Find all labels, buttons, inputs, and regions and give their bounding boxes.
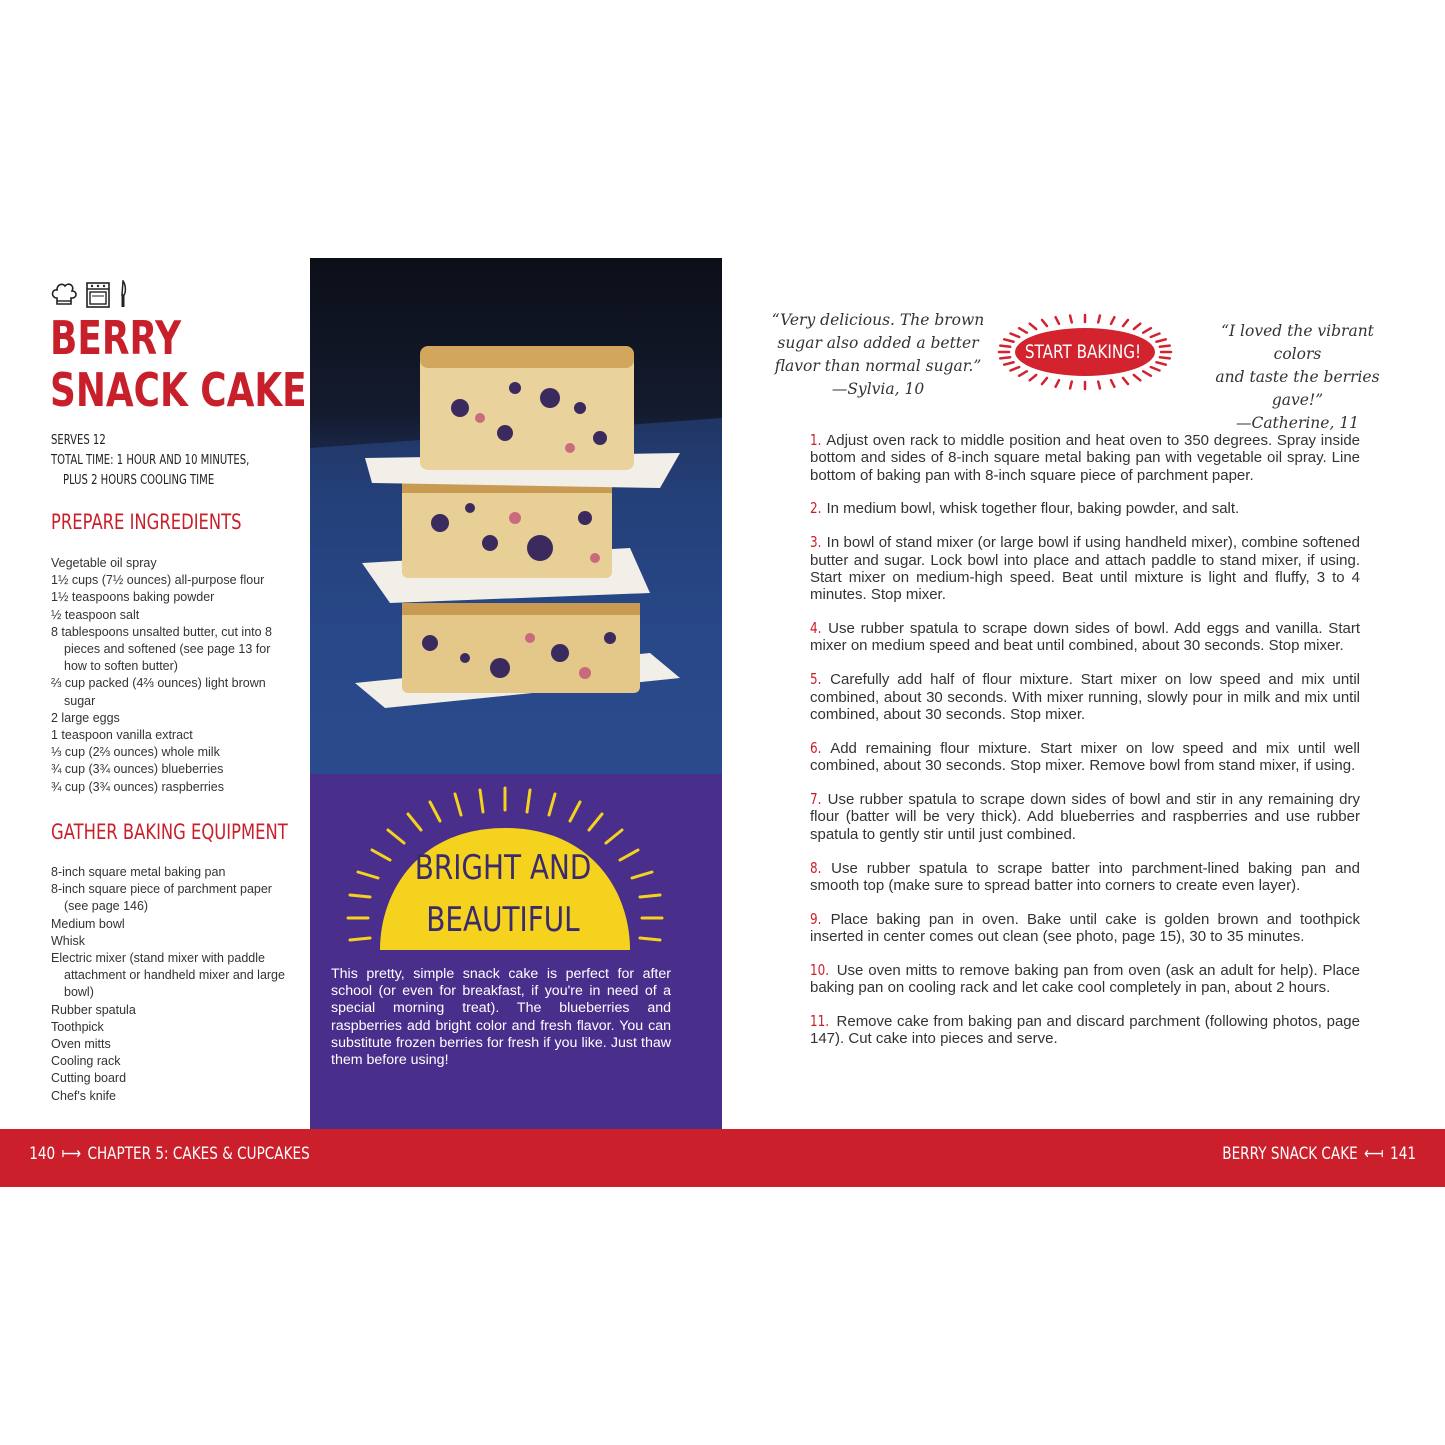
quote-attribution: —Catherine, 11 (1235, 414, 1360, 432)
ingredients-heading: PREPARE INGREDIENTS (51, 510, 242, 534)
recipe-title (50, 312, 307, 416)
badge-tick (1011, 334, 1020, 338)
step-number: 11. (810, 1012, 830, 1031)
step-number: 10. (810, 960, 830, 979)
badge-tick (1056, 317, 1059, 324)
equipment-item: Electric mixer (stand mixer with paddle attachment or handheld mixer and large bowl) (51, 951, 285, 1000)
badge-tick (1123, 378, 1128, 384)
badge-tick (1019, 371, 1027, 375)
arrow-right-icon: ⟼ (61, 1144, 82, 1164)
ingredient-item: ¾ cup (3¾ ounces) raspberries (51, 779, 225, 794)
badge-tick (1042, 378, 1047, 384)
badge-tick (1011, 367, 1020, 371)
quote-line: “I loved the vibrant colors (1221, 322, 1374, 363)
badge-tick (1111, 317, 1114, 324)
equipment-item: Cooling rack (51, 1054, 121, 1069)
instructions-list (810, 432, 1360, 1064)
step-text: Use rubber spatula to scrape down sides of bowl. Add eggs and vanilla. Start mixer on medium speed and beat until combined, about 30 seconds. Stop mixer. (810, 620, 1360, 655)
instruction-step (810, 1013, 1360, 1048)
badge-tick (1156, 339, 1165, 341)
ingredient-item: 1½ cups (7½ ounces) all-purpose flour (51, 573, 265, 588)
step-text: Remove cake from baking pan and discard parchment (following photos, page 147). Cut cake into pieces and serve. (810, 1013, 1360, 1048)
badge-tick (1098, 382, 1100, 389)
equipment-item: Cutting board (51, 1071, 127, 1086)
step-number: 1. (810, 431, 822, 449)
instruction-step (810, 740, 1360, 775)
instruction-step (810, 911, 1360, 946)
callout-heading (402, 842, 604, 946)
badge-tick (1134, 375, 1140, 380)
equipment-item: Rubber spatula (51, 1002, 136, 1017)
ingredient-item: Vegetable oil spray (51, 556, 157, 570)
step-text: Add remaining flour mixture. Start mixer on low speed and mix until well combined, about 30 seconds. Stop mixer. Remove bowl from stand mixer, if using. (810, 739, 1360, 775)
ingredient-item: ⅓ cup (2⅔ ounces) whole milk (51, 745, 220, 760)
ingredient-item: ½ teaspoon salt (51, 607, 140, 622)
instruction-step (810, 962, 1360, 997)
recipe-footer-label: BERRY SNACK CAKE (1222, 1144, 1358, 1164)
badge-tick (1151, 367, 1160, 371)
step-text: In medium bowl, whisk together flour, baking powder, and salt. (826, 500, 1240, 518)
ingredient-item: 1 teaspoon vanilla extract (51, 728, 193, 743)
recipe-title-line1: BERRY (50, 311, 182, 365)
badge-tick (1004, 339, 1013, 341)
badge-tick (1000, 357, 1010, 358)
badge-tick (1143, 328, 1151, 332)
ingredient-item: ¾ cup (3¾ ounces) blueberries (51, 762, 224, 777)
badge-tick (1156, 362, 1165, 364)
quote-line: “Very delicious. The brown (771, 311, 985, 329)
instruction-step (810, 620, 1360, 655)
footer-right (1219, 1142, 1419, 1166)
step-text: Use oven mitts to remove baking pan from oven (ask an adult for help). Place baking pan on cooling rack and let cake cool completely in pan, about 2 hours. (810, 961, 1360, 997)
quote-line: and taste the berries gave!” (1215, 368, 1380, 409)
equipment-item: Chef's knife (51, 1088, 116, 1103)
badge-tick (1030, 324, 1036, 329)
page-number-right: 141 (1389, 1144, 1416, 1164)
callout-text: This pretty, simple snack cake is perfect for after school (or even for breakfast, if you're in need of a special morning treat). The blueberries and raspberries add bright color and fresh flavor. You can substitute frozen berries for fresh if you like. Just thaw them before using! (331, 966, 671, 1069)
total-time: TOTAL TIME: 1 HOUR AND 10 MINUTES, (51, 453, 250, 468)
badge-tick (1030, 375, 1036, 380)
step-text: Carefully add half of flour mixture. Start mixer on low speed and mix until combined, about 30 seconds. With mixer running, slowly pour in milk and mix until combined, about 30 seconds. Stop mixer. (810, 671, 1360, 723)
recipe-title-line2: SNACK CAKE (50, 363, 307, 417)
badge-tick (1151, 334, 1160, 338)
equipment-item: Whisk (51, 933, 86, 948)
chef-hat-icon (50, 282, 78, 308)
step-number: 2. (810, 499, 822, 518)
knife-icon (118, 280, 128, 308)
equipment-item: Oven mitts (51, 1037, 111, 1052)
badge-tick (1056, 380, 1059, 387)
step-number: 8. (810, 858, 822, 877)
instruction-step (810, 500, 1360, 517)
instruction-step (810, 791, 1360, 843)
badge-tick (1111, 380, 1114, 387)
badge-tick (1098, 316, 1100, 323)
equipment-item: Medium bowl (51, 916, 125, 931)
start-baking-label: START BAKING! (1024, 341, 1142, 363)
badge-tick (1070, 316, 1072, 323)
recipe-icons (50, 280, 128, 308)
servings: SERVES 12 (51, 433, 106, 448)
callout-heading-line1: BRIGHT AND (414, 848, 592, 888)
quote-line: sugar also added a better (777, 334, 979, 352)
step-text: Use rubber spatula to scrape batter into parchment-lined baking pan and smooth top (make sure to spread batter into corners to create even layer). (810, 859, 1360, 894)
badge-tick (1123, 320, 1128, 326)
quote-sylvia (770, 309, 986, 401)
step-text: Use rubber spatula to scrape down sides of bowl and stir in any remaining dry flour (batter will be very thick). Add blueberries and raspberries and use rubber spatula to gently stir until just combined. (810, 791, 1360, 843)
ingredient-item: 1½ teaspoons baking powder (51, 590, 215, 605)
step-number: 6. (810, 738, 822, 757)
footer-left (26, 1142, 313, 1166)
badge-tick (1143, 371, 1151, 375)
callout-heading-line2: BEAUTIFUL (426, 900, 580, 940)
ingredient-item: ⅔ cup packed (4⅔ ounces) light brown sugar (51, 676, 266, 708)
equipment-heading: GATHER BAKING EQUIPMENT (51, 820, 288, 844)
equipment-item: Toothpick (51, 1019, 104, 1034)
badge-tick (1004, 362, 1013, 364)
badge-tick (1160, 346, 1170, 347)
step-number: 4. (810, 619, 822, 638)
quote-catherine (1195, 320, 1400, 435)
equipment-list (51, 864, 291, 1105)
equipment-item: 8-inch square piece of parchment paper (see page 146) (51, 882, 272, 914)
quote-line: flavor than normal sugar.” (774, 357, 982, 375)
step-number: 7. (810, 790, 822, 809)
equipment-item: 8-inch square metal baking pan (51, 865, 226, 879)
cake-stack-illustration (310, 258, 722, 774)
step-text: Place baking pan in oven. Bake until cake is golden brown and toothpick inserted in center comes out clean (see photo, page 15), 30 to 35 minutes. (810, 910, 1360, 945)
oven-icon (86, 282, 110, 308)
page-number-left: 140 (29, 1144, 56, 1164)
instruction-step (810, 671, 1360, 723)
step-number: 5. (810, 670, 822, 689)
step-number: 9. (810, 909, 822, 928)
cake-photo (310, 258, 722, 774)
badge-tick (1160, 357, 1170, 358)
cooling-time: PLUS 2 HOURS COOLING TIME (63, 473, 215, 488)
step-text: In bowl of stand mixer (or large bowl if using handheld mixer), combine softened butter and sugar. Lock bowl into place and attach paddle to stand mixer, if using. Start mixer on medium-high speed. Beat until mixture is light and fluffy, 3 to 4 minutes. Stop mixer. (810, 534, 1360, 604)
instruction-step (810, 860, 1360, 895)
ingredient-item: 8 tablespoons unsalted butter, cut into 8 pieces and softened (see page 13 for how to soften butter) (51, 624, 272, 674)
recipe-meta (51, 431, 275, 491)
badge-tick (1070, 382, 1072, 389)
arrow-left-icon: ⟻ (1363, 1144, 1384, 1164)
instruction-step (810, 534, 1360, 603)
quote-attribution: —Sylvia, 10 (831, 380, 925, 398)
instruction-step (810, 432, 1360, 484)
chapter-label: CHAPTER 5: CAKES & CUPCAKES (87, 1144, 310, 1164)
step-text: Adjust oven rack to middle position and heat oven to 350 degrees. Spray inside bottom and sides of 8-inch square metal baking pan with vegetable oil spray. Line bottom of baking pan with 8-inch square piece of parchment paper. (810, 432, 1361, 484)
badge-tick (1000, 346, 1010, 347)
step-number: 3. (810, 533, 822, 552)
badge-tick (1042, 320, 1047, 326)
badge-tick (1134, 324, 1140, 329)
ingredients-list (51, 555, 291, 796)
ingredient-item: 2 large eggs (51, 710, 120, 725)
